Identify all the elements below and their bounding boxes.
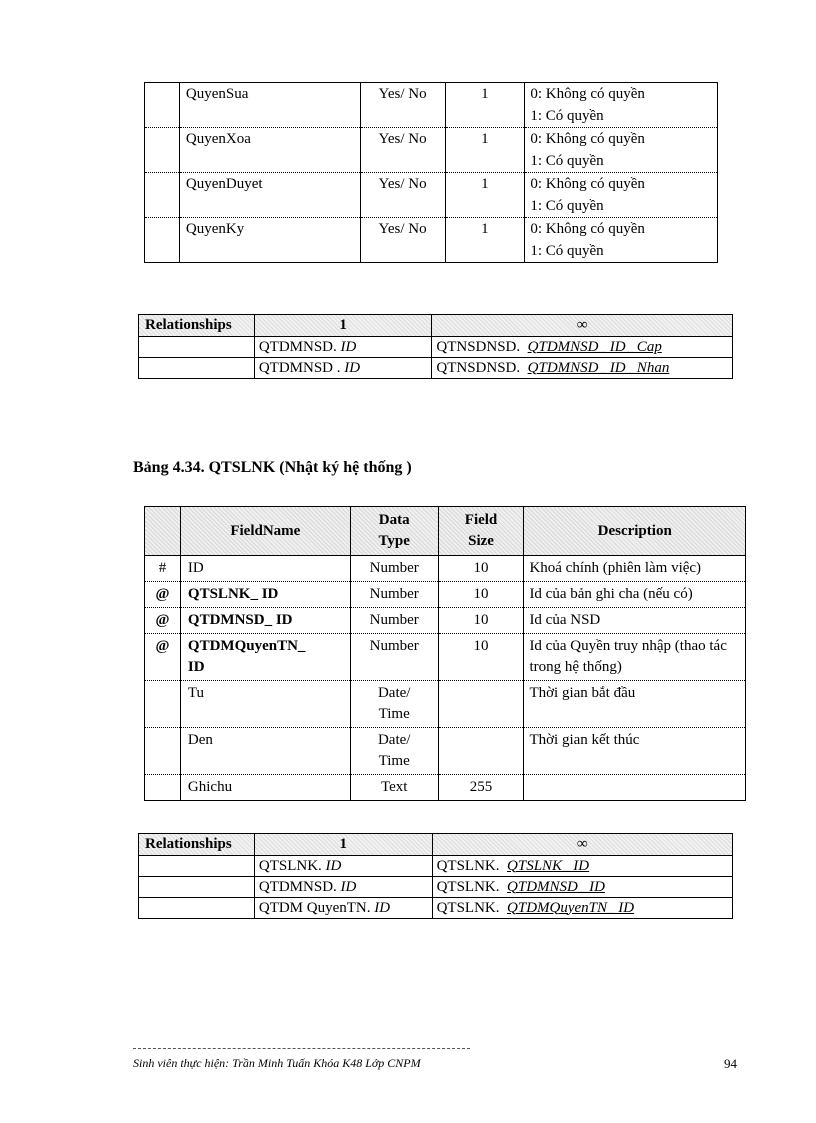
data-type: Yes/ No xyxy=(360,173,445,218)
table-row xyxy=(145,556,746,582)
key-symbol: @ xyxy=(145,582,181,608)
description: 0: Không có quyền 1: Có quyền xyxy=(525,173,718,218)
header-fieldname: FieldName xyxy=(180,507,350,556)
header-row xyxy=(139,834,733,856)
field-size: 1 xyxy=(445,128,525,173)
table-row xyxy=(145,218,718,263)
key-symbol xyxy=(145,681,181,728)
field-size: 10 xyxy=(438,556,524,582)
header-row xyxy=(139,315,733,337)
field-size: 255 xyxy=(438,775,524,801)
description: 0: Không có quyền 1: Có quyền xyxy=(525,218,718,263)
data-type: Yes/ No xyxy=(360,218,445,263)
data-type: Yes/ No xyxy=(360,83,445,128)
table-row xyxy=(139,337,733,358)
key-symbol xyxy=(145,775,181,801)
table-row xyxy=(145,173,718,218)
field-size: 10 xyxy=(438,582,524,608)
data-type: Number xyxy=(350,634,438,681)
table-row xyxy=(145,83,718,128)
table-row xyxy=(139,877,733,898)
footer-author: Sinh viên thực hiện: Trần Minh Tuấn Khóa K48 Lớp CNPM xyxy=(133,1056,421,1070)
field-name: Ghichu xyxy=(180,775,350,801)
key-symbol: @ xyxy=(145,608,181,634)
header-marker xyxy=(145,507,181,556)
description: Id của NSD xyxy=(524,608,746,634)
key-symbol xyxy=(145,728,181,775)
one-side: QTDMNSD . ID xyxy=(254,358,432,379)
one-side: QTDM QuyenTN. ID xyxy=(254,898,432,919)
field-name: QuyenKy xyxy=(179,218,360,263)
header-many: ∞ xyxy=(432,315,733,337)
table-row xyxy=(139,358,733,379)
marker-cell xyxy=(145,218,180,263)
table-row xyxy=(145,634,746,681)
relationships-table-1 xyxy=(138,314,733,379)
table-caption: Bảng 4.34. QTSLNK (Nhật ký hệ thống ) xyxy=(133,459,412,476)
field-size: 1 xyxy=(445,83,525,128)
table-row xyxy=(145,681,746,728)
field-name: QuyenXoa xyxy=(179,128,360,173)
field-name: Tu xyxy=(180,681,350,728)
field-name: QTDMQuyenTN_ ID xyxy=(180,634,350,681)
data-type: Number xyxy=(350,608,438,634)
empty-cell xyxy=(139,877,255,898)
key-symbol: # xyxy=(145,556,181,582)
field-size xyxy=(438,681,524,728)
header-description: Description xyxy=(524,507,746,556)
empty-cell xyxy=(139,898,255,919)
header-relationships: Relationships xyxy=(139,315,255,337)
data-type: Date/ Time xyxy=(350,681,438,728)
marker-cell xyxy=(145,173,180,218)
key-symbol: @ xyxy=(145,634,181,681)
field-name: Den xyxy=(180,728,350,775)
description: Thời gian bắt đầu xyxy=(524,681,746,728)
many-side: QTSLNK. QTDMQuyenTN_ ID xyxy=(432,898,732,919)
header-fieldsize: Field Size xyxy=(438,507,524,556)
description: 0: Không có quyền 1: Có quyền xyxy=(525,83,718,128)
data-type: Number xyxy=(350,582,438,608)
field-name: QuyenDuyet xyxy=(179,173,360,218)
marker-cell xyxy=(145,83,180,128)
many-side: QTSLNK. QTSLNK_ ID xyxy=(432,856,732,877)
description xyxy=(524,775,746,801)
data-type: Text xyxy=(350,775,438,801)
field-size xyxy=(438,728,524,775)
table-row xyxy=(139,898,733,919)
page-number: 94 xyxy=(724,1056,737,1071)
data-type: Date/ Time xyxy=(350,728,438,775)
one-side: QTSLNK. ID xyxy=(254,856,432,877)
header-datatype: Data Type xyxy=(350,507,438,556)
one-side: QTDMNSD. ID xyxy=(254,877,432,898)
header-row xyxy=(145,507,746,556)
field-name: QTDMNSD_ ID xyxy=(180,608,350,634)
one-side: QTDMNSD. ID xyxy=(254,337,432,358)
field-name: QTSLNK_ ID xyxy=(180,582,350,608)
field-size: 10 xyxy=(438,634,524,681)
table-row xyxy=(145,582,746,608)
table-row xyxy=(145,775,746,801)
marker-cell xyxy=(145,128,180,173)
qtslnk-table xyxy=(144,506,746,801)
table-row xyxy=(145,608,746,634)
many-side: QTSLNK. QTDMNSD_ ID xyxy=(432,877,732,898)
description: 0: Không có quyền 1: Có quyền xyxy=(525,128,718,173)
empty-cell xyxy=(139,337,255,358)
table-row xyxy=(145,728,746,775)
many-side: QTNSDNSD. QTDMNSD_ ID_ Cap xyxy=(432,337,733,358)
field-name: QuyenSua xyxy=(179,83,360,128)
header-many: ∞ xyxy=(432,834,732,856)
description: Thời gian kết thúc xyxy=(524,728,746,775)
permissions-field-table xyxy=(144,82,718,263)
empty-cell xyxy=(139,358,255,379)
data-type: Yes/ No xyxy=(360,128,445,173)
many-side: QTNSDNSD. QTDMNSD_ ID_ Nhan xyxy=(432,358,733,379)
header-one: 1 xyxy=(254,315,432,337)
description: Khoá chính (phiên làm việc) xyxy=(524,556,746,582)
relationships-table-2 xyxy=(138,833,733,919)
table-row xyxy=(145,128,718,173)
header-relationships: Relationships xyxy=(139,834,255,856)
table-row xyxy=(139,856,733,877)
empty-cell xyxy=(139,856,255,877)
description: Id của bản ghi cha (nếu có) xyxy=(524,582,746,608)
header-one: 1 xyxy=(254,834,432,856)
field-size: 1 xyxy=(445,218,525,263)
description: Id của Quyền truy nhập (thao tác trong hệ thống) xyxy=(524,634,746,681)
field-name: ID xyxy=(180,556,350,582)
field-size: 10 xyxy=(438,608,524,634)
data-type: Number xyxy=(350,556,438,582)
footer-divider xyxy=(133,1048,470,1049)
field-size: 1 xyxy=(445,173,525,218)
